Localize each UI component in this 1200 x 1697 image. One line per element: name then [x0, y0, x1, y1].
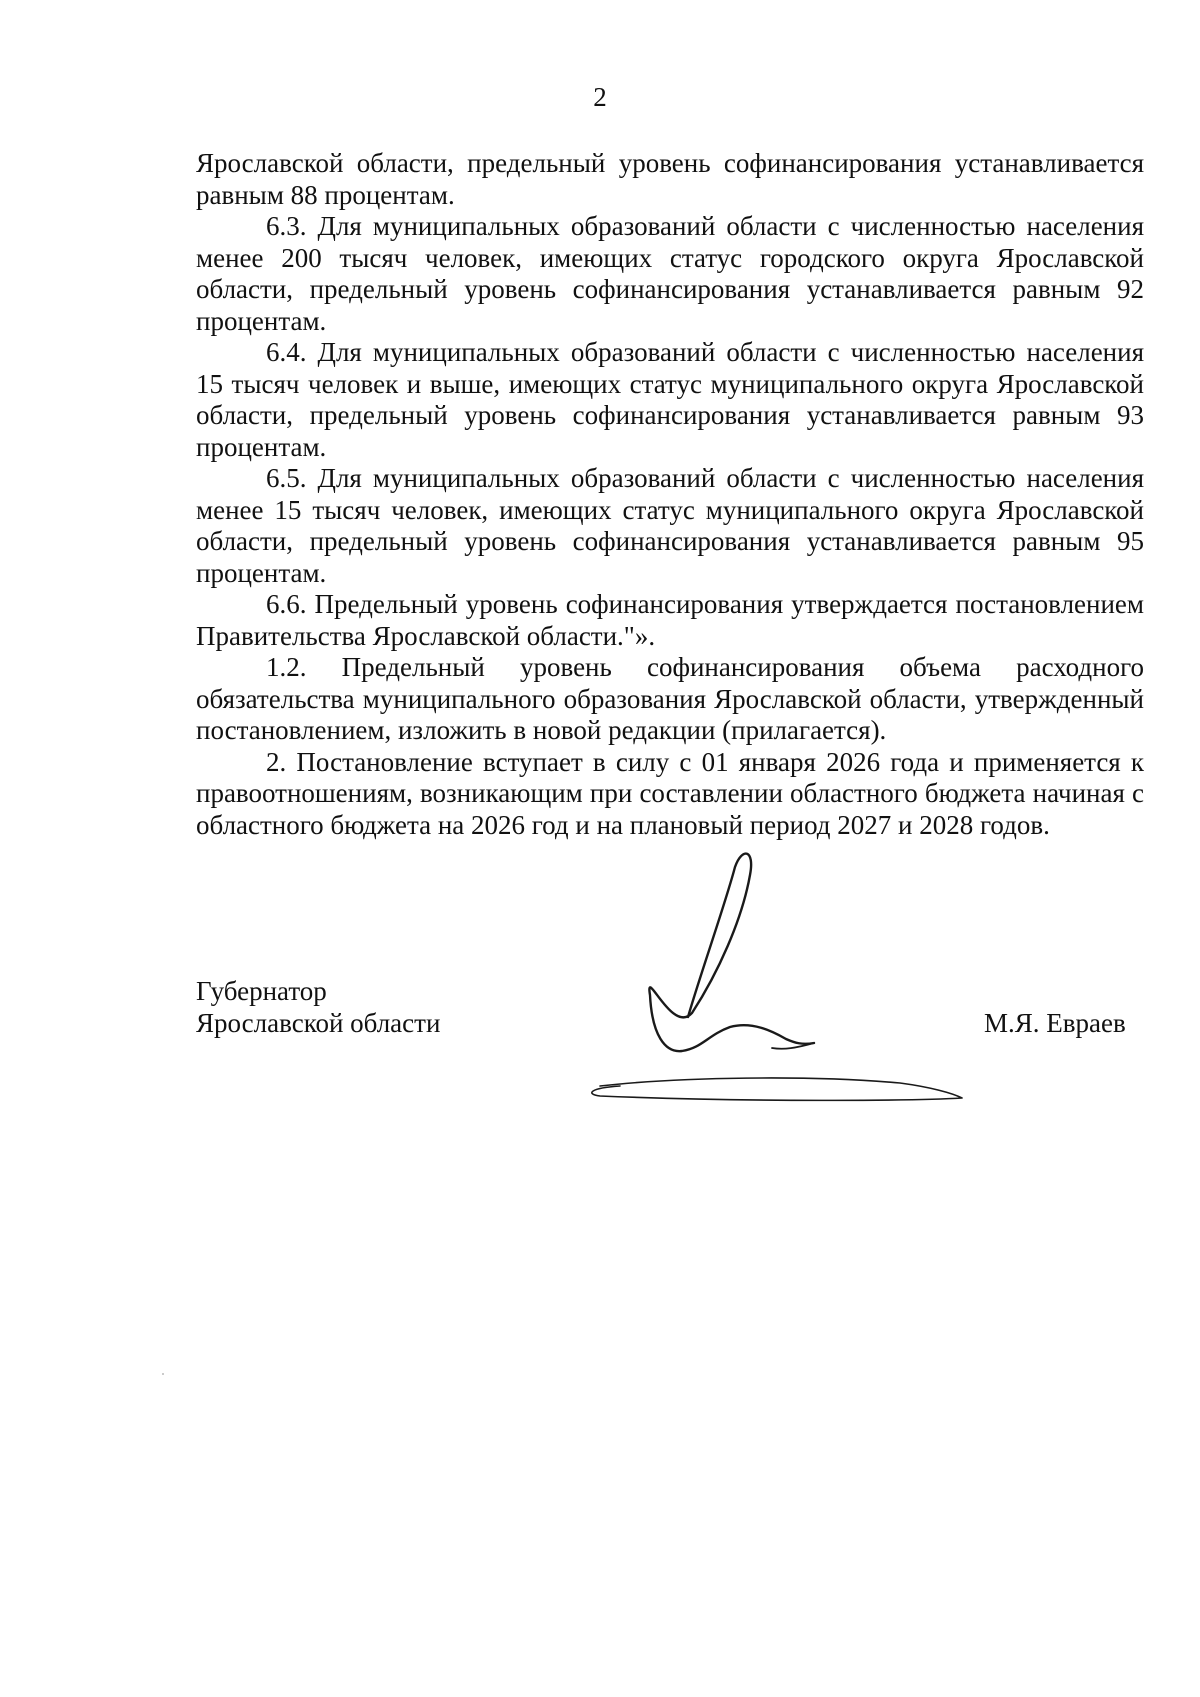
page-number: 2: [593, 82, 607, 112]
paragraph-6-5: 6.5. Для муниципальных образований области с численностью населения менее 15 тысяч человек, имеющих статус муниципального округа Ярославской области, предельный уровень софинансирования устанавливается равным 95 процентам.: [196, 463, 1144, 588]
paragraph-2: 2. Постановление вступает в силу с 01 января 2026 года и применяется к правоотношениям, возникающим при составлении областного бюджета начиная с областного бюджета на 2026 год и на плановый период 2027 и 2028 годов.: [196, 746, 1144, 840]
signature-loop: [649, 854, 814, 1052]
signer-position: [196, 975, 440, 1039]
signature-underline: [592, 1078, 962, 1100]
handwritten-signature: [590, 845, 1010, 1105]
signer-name: М.Я. Евраев: [984, 1008, 1126, 1038]
signer-position-line-1: Губернатор: [196, 976, 327, 1006]
signer-position-line-2: Ярославской области: [196, 1008, 441, 1038]
paragraph-1-2: 1.2. Предельный уровень софинансирования объема расходного обязательства муниципального образования Ярославской области, утвержденный постановлением, изложить в новой редакции (прилагается).: [196, 652, 1144, 745]
paragraph-6-3: 6.3. Для муниципальных образований области с численностью населения менее 200 тысяч человек, имеющих статус городского округа Ярославской области, предельный уровень софинансирования устанавливается равным 92 процентам.: [196, 211, 1144, 336]
paragraph-6-4: 6.4. Для муниципальных образований области с численностью населения 15 тысяч человек и выше, имеющих статус муниципального округа Ярославской области, предельный уровень софинансирования устанавливается равным 93 процентам.: [196, 337, 1144, 462]
paragraph-6-2-continuation: Ярославской области, предельный уровень софинансирования устанавливается равным 88 процентам.: [196, 148, 1144, 210]
signature-tail: [772, 1043, 814, 1049]
scan-speck: [162, 1373, 164, 1375]
document-body: [196, 148, 1144, 841]
paragraph-6-6: 6.6. Предельный уровень софинансирования утверждается постановлением Правительства Ярославской области."».: [196, 589, 1144, 651]
